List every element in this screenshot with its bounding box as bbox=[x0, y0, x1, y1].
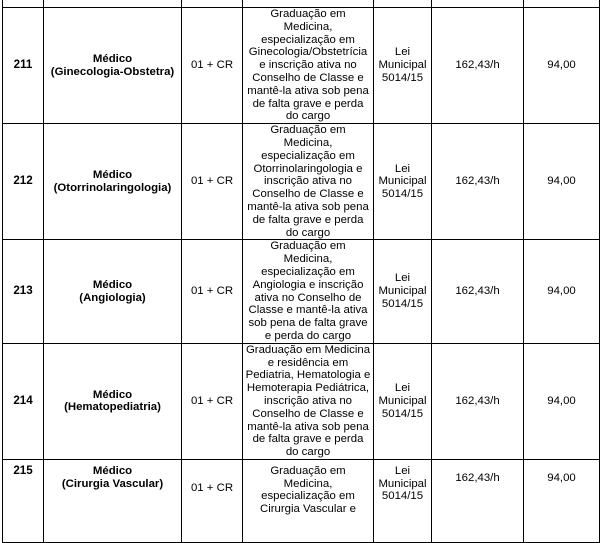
position-code: 215 bbox=[3, 459, 44, 542]
law bbox=[374, 8, 432, 124]
law-line3: 5014/15 bbox=[381, 188, 424, 201]
law bbox=[374, 459, 432, 542]
position-code: 212 bbox=[3, 124, 44, 240]
law-line2: Municipal bbox=[378, 477, 427, 490]
requirements: Graduação em Medicina, especialização em Cirurgia Vascular e bbox=[243, 459, 374, 542]
position-code: 214 bbox=[3, 343, 44, 459]
position-title-line2: (Angiologia) bbox=[79, 291, 146, 304]
position-title bbox=[44, 124, 182, 240]
salary: 162,43/h bbox=[432, 124, 524, 240]
position-title-line2: (Cirurgia Vascular) bbox=[61, 477, 164, 490]
law-line3: 5014/15 bbox=[381, 490, 424, 503]
table-row bbox=[3, 459, 600, 542]
position-title bbox=[44, 459, 182, 542]
law-line1: Lei bbox=[394, 382, 411, 395]
fee: 94,00 bbox=[524, 124, 600, 240]
requirements: Graduação em Medicina, especialização em Ginecologia/Obstetrícia e inscrição ativa no Conselho de Classe e mantê-la ativa sob pena de falta grave e perda do cargo bbox=[243, 8, 374, 124]
requirements: Graduação em Medicina, especialização em Otorrinolaringologia e inscrição ativa no Conselho de Classe e mantê-la ativa sob pena de falta grave e perda do cargo bbox=[243, 124, 374, 240]
vacancies: 01 + CR bbox=[182, 459, 243, 542]
position-code: 211 bbox=[3, 8, 44, 124]
law-line2: Municipal bbox=[378, 59, 427, 72]
salary: 162,43/h bbox=[432, 459, 524, 542]
law-line2: Municipal bbox=[378, 285, 427, 298]
salary: 162,43/h bbox=[432, 240, 524, 343]
position-title-line2: (Otorrinolaringologia) bbox=[53, 181, 172, 194]
law bbox=[374, 124, 432, 240]
position-title-line2: (Ginecologia-Obstetra) bbox=[50, 65, 175, 78]
salary: 162,43/h bbox=[432, 343, 524, 459]
vacancies: 01 + CR bbox=[182, 240, 243, 343]
law-line1: Lei bbox=[394, 464, 411, 477]
position-title-line1: Médico bbox=[92, 168, 133, 181]
law-line1: Lei bbox=[394, 46, 411, 59]
position-title-line1: Médico bbox=[92, 52, 133, 65]
law-line3: 5014/15 bbox=[381, 407, 424, 420]
law bbox=[374, 343, 432, 459]
table-row bbox=[3, 124, 600, 240]
table-row bbox=[3, 240, 600, 343]
position-title bbox=[44, 240, 182, 343]
table-row-partial bbox=[3, 0, 600, 8]
vacancies: 01 + CR bbox=[182, 343, 243, 459]
position-title-line2: (Hematopediatria) bbox=[64, 401, 161, 414]
fee: 94,00 bbox=[524, 8, 600, 124]
position-title bbox=[44, 343, 182, 459]
law-line3: 5014/15 bbox=[381, 71, 424, 84]
law bbox=[374, 240, 432, 343]
requirements: Graduação em Medicina, especialização em Angiologia e inscrição ativa no Conselho de Classe e mantê-la ativa sob pena de falta grave e perda do cargo bbox=[243, 240, 374, 343]
vacancies: 01 + CR bbox=[182, 124, 243, 240]
law-line3: 5014/15 bbox=[381, 297, 424, 310]
fee: 94,00 bbox=[524, 343, 600, 459]
positions-table bbox=[2, 0, 600, 543]
law-line2: Municipal bbox=[378, 175, 427, 188]
fee: 94,00 bbox=[524, 240, 600, 343]
vacancies: 01 + CR bbox=[182, 8, 243, 124]
law-line1: Lei bbox=[394, 162, 411, 175]
requirements: Graduação em Medicina e residência em Pediatria, Hematologia e Hemoterapia Pediátrica, inscrição ativa no Conselho de Classe e mantê-la ativa sob pena de falta grave e perda do cargo bbox=[243, 343, 374, 459]
fee: 94,00 bbox=[524, 459, 600, 542]
table-row bbox=[3, 8, 600, 124]
law-line1: Lei bbox=[394, 272, 411, 285]
salary: 162,43/h bbox=[432, 8, 524, 124]
law-line2: Municipal bbox=[378, 394, 427, 407]
position-title bbox=[44, 8, 182, 124]
position-code: 213 bbox=[3, 240, 44, 343]
position-title-line1: Médico bbox=[92, 278, 133, 291]
table-row bbox=[3, 343, 600, 459]
position-title-line1: Médico bbox=[92, 388, 133, 401]
position-title-line1: Médico bbox=[92, 464, 133, 477]
